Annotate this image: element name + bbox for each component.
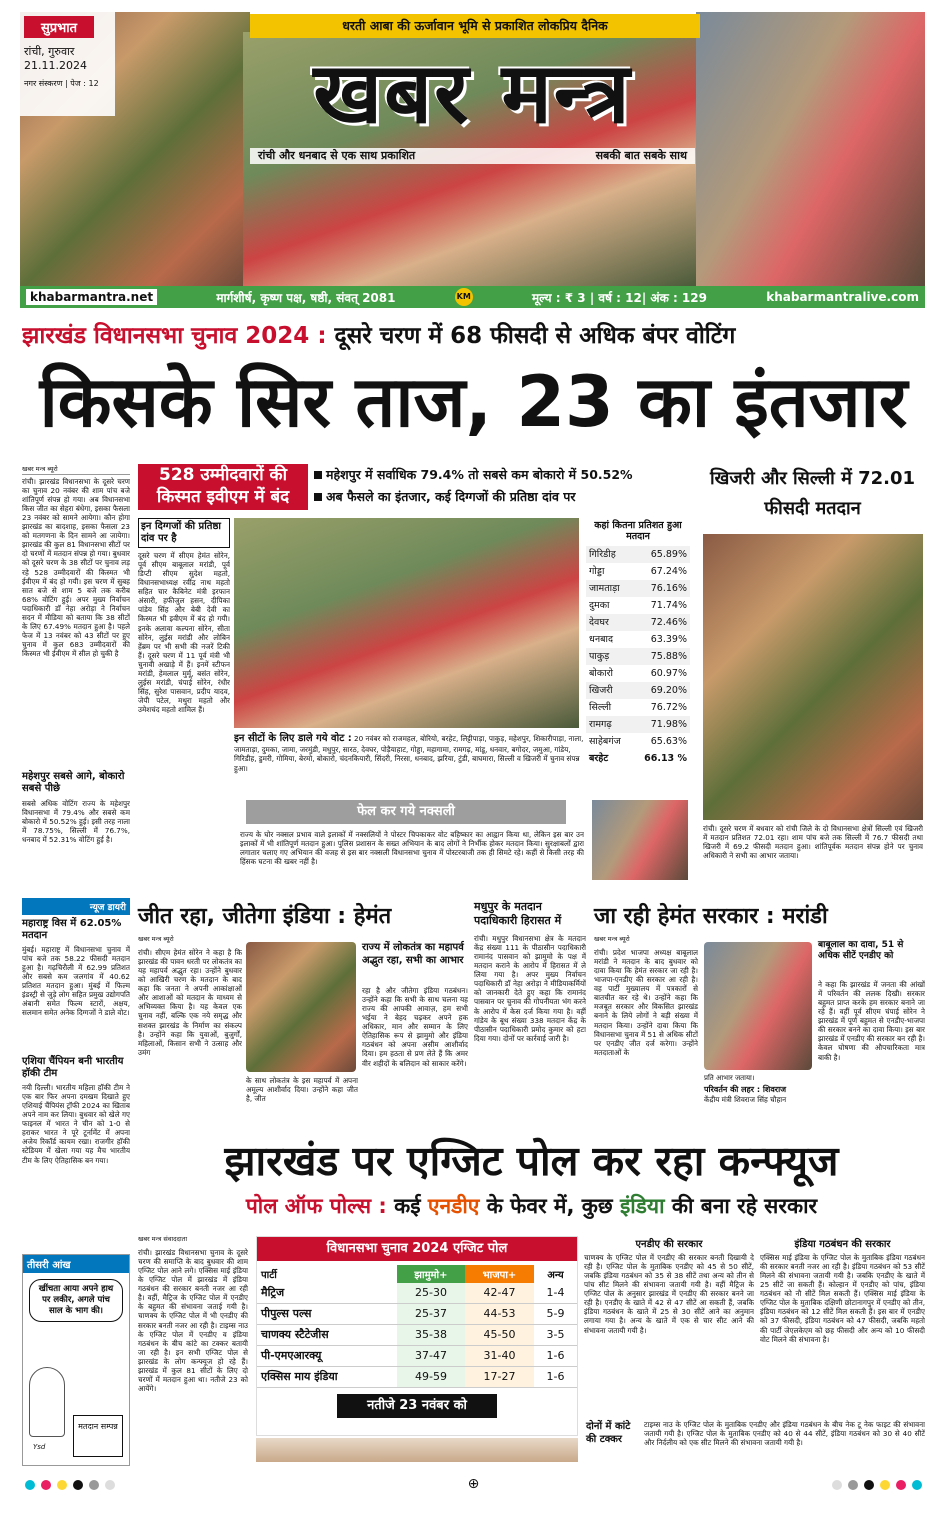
exit-table-cell: 25-37 (397, 1304, 465, 1325)
diary-text-1: मुंबई। महाराष्ट्र में विधानसभा चुनाव में पांच बजे तक 58.22 फीसदी मतदान हुआ है। गढ़चिरौली में 62.99 प्रतिशत और सबसे कम जलगांव में 40.62 प्रतिशत मतदान हुआ। मुंबई में फिल्म इंडस्ट्री से जुड़े लोग सहित प्रमुख उद्योगपति अंबानी समेत फिल्म स्टारों, अक्षय, सलमान समेत अनेक दिग्गजों ने डाले वोट। (22, 945, 130, 1018)
exit-table-cell: 3-5 (534, 1325, 577, 1346)
candidates-box (138, 464, 308, 510)
turnout-row (586, 631, 690, 648)
km-logo-icon: KM (455, 288, 473, 306)
cartoon-figure-icon (29, 1367, 65, 1437)
turnout-constituency: पाकुड़ (589, 650, 610, 662)
turnout-row (586, 614, 690, 631)
poll-of-polls: पोल ऑफ पोल्स : (245, 1194, 387, 1218)
turnout-row (586, 750, 690, 767)
turnout-row (586, 682, 690, 699)
photo-caption (234, 732, 584, 792)
website-right[interactable]: khabarmantralive.com (766, 290, 919, 304)
turnout-percent: 67.24% (650, 565, 687, 577)
naxal-text: राज्य के घोर नक्सल प्रभाव वाले इलाकों में नक्सलियों ने पोस्टर चिपकाकर वोट बहिष्कार का आह्वान किया था, लेकिन इस बार उन इलाकों में भी शांतिपूर्ण मतदान हुआ। पुलिस प्रशासन के सख्त अभियान के बाद लोगों ने निर्भीक होकर मतदान किया। सुरक्षाबलों द्वारा लगातार चलाए गए अभियान की वजह से इस बार नक्सली विधानसभा चुनाव में पोस्टरबाजी तक ही सिमटे रहे। कहीं से किसी तरह की हिंसक घटना की खबर नहीं है। (240, 830, 584, 867)
bullet-2: अब फैसले का इंतजार, कई दिग्गजों की प्रतिष्ठा दांव पर (314, 486, 694, 508)
exit-table-cell: 37-47 (397, 1346, 465, 1367)
exit-table-cell: पीपुल्स पल्स (257, 1304, 397, 1325)
title-subline (250, 148, 695, 164)
queue-photo (234, 518, 579, 728)
hemant-text: रांची। सीएम हेमंत सोरेन ने कहा है कि झारखंड की पावन धरती पर लोकतंत्र का यह महापर्व अद्भुत रहा। उन्होंने बुधवार को आखिरी चरण के मतदान के बाद कहा कि जनता ने अपनी आकांक्षाओं और आशाओं को मतदान के माध्यम से अभिव्यक्त किया है। यह केवल एक चुनाव नहीं, बल्कि एक नये समृद्ध और सशक्त झारखंड के निर्माण का संकल्प है। उन्होंने कहा कि युवाओं, बुजुर्गों, महिलाओं, किसान सभी ने उत्साह और उमंग (138, 948, 242, 1057)
exit-table-cell: 17-27 (465, 1367, 534, 1388)
caption-text: 20 नवंबर को राजमहल, बोरियो, बरहेट, लिट्टीपाड़ा, पाकुड़, महेशपुर, शिकारीपाड़ा, नाला, जामताड़ा, दुमका, जामा, जरमुंडी, मधुपुर, सारठ, देवघर, पोड़ैयाहाट, गोड्डा, महागामा, रामगढ़, मांडू, धनवार, बगोदर, जमुआ, गांडेय, गिरिडीह, डुमरी, गोमिया, बेरमो, बोकारो, चंदनकियारी, सिंदरी, निरसा, धनबाद, झरिया, टुंडी, बाघमारा, सिल्ली व खिजरी में चुनाव संपन्न हुआ। (234, 734, 584, 773)
exit-table-cell: 44-53 (465, 1304, 534, 1325)
turnout-row (586, 716, 690, 733)
exit-col-header: झामुमो+ (397, 1265, 465, 1283)
exit-table-cell: मैट्रिज (257, 1283, 397, 1304)
info-strip (20, 286, 925, 308)
candidates-line1: 528 उम्मीदवारों की (159, 465, 287, 485)
bullet-1: महेशपुर में सर्वाधिक 79.4% तो सबसे कम बोकारो में 50.52% (314, 464, 694, 486)
hemant-photo (246, 942, 356, 1072)
turnout-row (586, 580, 690, 597)
publish-cities: रांची और धनबाद से एक साथ प्रकाशित (258, 149, 416, 162)
turnout-percent: 65.63% (650, 735, 687, 747)
exit-col-header: अन्य (534, 1265, 577, 1283)
turnout-constituency: गोड्डा (589, 565, 605, 577)
exit-col-header: पार्टी (257, 1265, 397, 1283)
news-diary-label: न्यूज डायरी (22, 898, 130, 915)
sub-text-a: कई (394, 1194, 421, 1218)
turnout-percent: 71.98% (650, 718, 687, 730)
turnout-constituency: बरहेट (589, 752, 609, 764)
india-box (760, 1236, 925, 1416)
turnout-table (586, 520, 690, 782)
elderly-voter-photo (696, 12, 925, 286)
exit-col-header: भाजपा+ (465, 1265, 534, 1283)
paper-title: खबर मन्त्र (313, 44, 632, 142)
exit-table-cell: एक्सिस माय इंडिया (257, 1367, 397, 1388)
exit-table-row (257, 1304, 577, 1325)
india-title: इंडिया गठबंधन की सरकार (794, 1239, 891, 1250)
turnout-constituency: दुमका (589, 599, 610, 611)
assembly-building-illustration (256, 1438, 578, 1462)
turnout-row (586, 563, 690, 580)
exit-table-title: विधानसभा चुनाव 2024 एग्जिट पोल (257, 1237, 577, 1261)
city-day: रांची, गुरुवार (24, 45, 75, 58)
exit-headline: झारखंड पर एग्जिट पोल कर रहा कन्फ्यूज (224, 1137, 839, 1185)
masthead (20, 12, 925, 308)
madhupur-text: रांची। मधुपुर विधानसभा क्षेत्र के मतदान केंद्र संख्या 111 के पीठासीन पदाधिकारी रामानंद पासवान को झामुमो के पक्ष में मतदान कराने के आरोप में हिरासत में ले लिया गया है। अपर मुख्य निर्वाचन पदाधिकारी डॉ नेहा अरोड़ा ने मीडियाकर्मियों को जानकारी देते हुए कहा कि रामानंद पासवान पर चुनाव की गोपनीयता भंग करने के आरोप में केस दर्ज किया गया है। वहीं गांडेय के बूथ संख्या 338 मतदान केंद्र के पीठासीन पदाधिकारी प्रमोद कुमार को हटा दिया गया। दोनों पर कार्रवाई जारी है। (474, 934, 586, 1043)
mahesh-subhead: महेशपुर सबसे आगे, बोकारो सबसे पीछे (22, 770, 125, 794)
exit-poll-table (256, 1236, 578, 1436)
edition: नगर संस्करण | पेज : 12 (24, 79, 99, 88)
nda-word: एनडीए (427, 1194, 480, 1218)
kicker-black: दूसरे चरण में 68 फीसदी से अधिक बंपर वोटिंग (334, 323, 736, 349)
tie-text: टाइम्स नाउ के एग्जिट पोल के मुताबिक एनडीए और इंडिया गठबंधन के बीच नेक टू नेक फाइट की संभावना जतायी गयी है। एग्जिट पोल के मुताबिक एनडीए को 40 से 44 सीटें, इंडिया गठबंधन को 30 से 40 सीटें और निर्दलीय को एक सीट मिलने की संभावना जतायी गयी है। (644, 1420, 925, 1448)
turnout-row (586, 648, 690, 665)
madhupur-title: मधुपुर के मतदान पदाधिकारी हिरासत में (474, 900, 562, 928)
exit-table-row (257, 1325, 577, 1346)
turnout-row (586, 699, 690, 716)
main-headline: किसके सिर ताज, 23 का इंतजार (39, 361, 908, 443)
exit-poll-grid (257, 1265, 577, 1388)
tagline: धरती आबा की ऊर्जावान भूमि से प्रकाशित लोकप्रिय दैनिक (250, 14, 700, 38)
elderly-woman-photo (592, 800, 688, 880)
marandi-byline: खबर मन्त्र ब्यूरो (594, 935, 630, 943)
turnout-percent: 65.89% (650, 548, 687, 560)
naxal-title: फेल कर गये नक्सली (246, 800, 566, 824)
turnout-row (586, 733, 690, 750)
exit-subheadline (138, 1192, 925, 1222)
exit-table-cell: 5-9 (534, 1304, 577, 1325)
tie-title: दोनों में कांटे की टक्कर (586, 1421, 631, 1445)
sub-text-b: के फेवर में, कुछ (486, 1194, 613, 1218)
hemant-title: जीत रहा, जीतेगा इंडिया : हेमंत (138, 904, 392, 929)
women-voters-photo (703, 534, 923, 820)
turnout-percent: 76.16% (650, 582, 687, 594)
hemant-pull-quote: राज्य में लोकतंत्र का महापर्व अद्भुत रहा, सभी का आभार (362, 942, 464, 966)
crosshair-icon: ⊕ (467, 1476, 480, 1492)
cartoon-label: तीसरी आंख (23, 1255, 129, 1273)
khijri-title: खिजरी और सिल्ली में 72.01 फीसदी मतदान (709, 468, 916, 519)
cartoon-box (22, 1254, 130, 1466)
exit-table-cell: 35-38 (397, 1325, 465, 1346)
turnout-percent: 66.13 % (644, 752, 687, 764)
marandi-pull-quote: बाबूलाल का दावा, 51 से अधिक सीटें एनडीए को (818, 940, 904, 962)
turnout-percent: 60.97% (650, 667, 687, 679)
turnout-constituency: गिरिडीह (589, 548, 616, 560)
india-word: इंडिया (619, 1194, 665, 1218)
registration-dots-left (22, 1475, 118, 1494)
marandi-photo (704, 942, 812, 1070)
nda-title: एनडीए की सरकार (635, 1239, 703, 1250)
morning-badge: सुप्रभात (24, 16, 94, 38)
candidates-line2: किस्मत इवीएम में बंद (156, 487, 290, 507)
sub-text-c: की बना रहे सरकार (671, 1194, 818, 1218)
exit-table-cell: 1-6 (534, 1367, 577, 1388)
exit-table-cell: 49-59 (397, 1367, 465, 1388)
turnout-percent: 75.88% (650, 650, 687, 662)
lead-story-text-2: सबसे अधिक वोटिंग राज्य के महेशपुर विधानसभा में 79.4% और सबसे कम बोकारो में 50.52% हुई। इसी तरह नाला में 78.75%, सिल्ली में 76.7%, धनबाद में 52.31% वोटिंग हुई है। (22, 798, 130, 845)
exit-table-cell: 31-40 (465, 1346, 534, 1367)
lead-story-column (22, 466, 130, 886)
nda-text: चाणक्य के एग्जिट पोल में एनडीए की सरकार बनती दिखायी दे रही है। एग्जिट पोल के मुताबिक एनडीए को 45 से 50 सीटें, जबकि इंडिया गठबंधन को 35 से 38 सीटें तथा अन्य को तीन से पांच सीट मिलने की संभावना जतायी गयी है। वहीं मैट्रिज के एग्जिट पोल के अनुसार झारखंड में एनडीए की सरकार बनने जा रही है। एनडीए के खाते में 42 से 47 सीटें आ सकती हैं, जबकि इंडिया गठबंधन के खाते में 25 से 30 सीटें आने का अनुमान लगाया गया है। अन्य के खाते में एक से चार सीट आने की संभावना जतायी गयी है। (584, 1253, 754, 1335)
hemant-text-3: रहा है और जीतेगा इंडिया गठबंधन। उन्होंने कहा कि सभी के साथ चलना यह राज्य की आपकी आवाज़, हम सभी भईया ने बेहद चढ़कर अपने हक अधिकार, मान और सम्मान के लिए ऐतिहासिक रूप से झामुमो और इंडिया गठबंधन को अपना असीम आशीर्वाद दिया। हम हठता से प्रण लेते हैं कि अमर वीर शहीदों के बलिदान को साकार करेंगे। (362, 986, 468, 1068)
diary-headline-1: महाराष्ट्र विस में 62.05% मतदान (22, 918, 122, 941)
nda-box (584, 1236, 754, 1416)
turnout-rows (586, 546, 690, 767)
exit-table-header (257, 1265, 577, 1283)
issue-date: 21.11.2024 (24, 59, 87, 72)
turnout-constituency: बोकारो (589, 667, 613, 679)
exit-byline: खबर मन्त्र संवाददाता (138, 1235, 188, 1243)
registration-dots-right (829, 1475, 925, 1494)
turnout-percent: 63.39% (650, 633, 687, 645)
big-names-title: इन दिग्गजों की प्रतिष्ठा दांव पर है (138, 518, 230, 548)
news-diary (22, 898, 130, 1242)
big-names-box (138, 518, 230, 888)
exit-table-row (257, 1283, 577, 1304)
exit-table-row (257, 1367, 577, 1388)
exit-text: रांची। झारखंड विधानसभा चुनाव के दूसरे चरण की समाप्ति के बाद बुधवार की शाम एग्जिट पोल आने लगे। एक्सिस माई इंडिया के एग्जिट पोल में झारखंड में इंडिया गठबंधन की सरकार बनती नजर आ रही है। वहीं, मैट्रिज के एग्जिट पोल में एनडीए के बहुमत की संभावना जताई गयी है। चाणक्य के एग्जिट पोल में भी एनडीए की सरकार बनती नजर आ रही है। टाइम्स नाउ के एग्जिट पोल में एनडीए व इंडिया गठबंधन के बीच कांटे का टक्कर बतायी जा रही है। इन सभी एग्जिट पोल से झारखंड के लोग कन्फ्यूज हो रहे हैं। झारखंड में कुल 81 सीटों के लिए दो चरणों में मतदान हुआ था। नतीजे 23 को आयेंगे। (138, 1248, 248, 1393)
turnout-constituency: धनबाद (589, 633, 614, 645)
turnout-row (586, 665, 690, 682)
dateline-box (20, 12, 115, 116)
result-date: नतीजे 23 नवंबर को (337, 1394, 497, 1418)
turnout-constituency: खिजरी (589, 684, 613, 696)
turnout-constituency: देवघर (589, 616, 609, 628)
website-left[interactable]: khabarmantra.net (26, 289, 157, 305)
turnout-percent: 71.74% (650, 599, 687, 611)
exit-table-row (257, 1346, 577, 1367)
turnout-row (586, 546, 690, 563)
exit-table-cell: 25-30 (397, 1283, 465, 1304)
khijri-text: रांची। दूसरे चरण में बधवार को रांची जिले के दो विधानसभा क्षेत्रों सिल्ली एवं खिजरी में मतदान प्रतिशत 72.01 रहा। शाम पांच बजे तक सिल्ली में 76.7 फीसदी तथा खिजरी में 69.2 फीसदी मतदान हुआ। शांतिपूर्वक मतदान संपन्न होने पर चुनाव अधिकारी ने सभी का आभार जताया। (703, 824, 923, 861)
exit-table-cell: 42-47 (465, 1283, 534, 1304)
marandi-title: जा रही हेमंत सरकार : मरांडी (594, 904, 828, 929)
motto: सबकी बात सबके साथ (595, 149, 687, 162)
cartoon-board: मतदान सम्पन्न (73, 1415, 123, 1457)
shivraj-caption: केंद्रीय मंत्री शिवराज सिंह चौहान (704, 1095, 787, 1104)
marandi-text-2: ने कहा कि झारखंड में जनता की आंखों में परिवर्तन की ललक दिखी। सरकार बहुमत प्राप्त करके हम सरकार बनाने जा रहे हैं। वहीं पूर्व सीएम चंपाई सोरेन ने झारखंड में पूर्ण बहुमत से एनडीए-भाजपा की सरकार बनने का दावा किया। इस बार झारखंड में एनडीए की सरकार बन रही है। केवल घोषणा की औपचारिकता मात्र बाकी है। (818, 980, 925, 1062)
byline: खबर मन्त्र ब्यूरो (22, 466, 130, 475)
exit-table-cell: 1-6 (534, 1346, 577, 1367)
turnout-constituency: साहेबगंज (589, 735, 621, 747)
turnout-percent: 69.20% (650, 684, 687, 696)
diary-text-2: नयी दिल्ली। भारतीय महिला हॉकी टीम ने एक बार फिर अपना दमखम दिखाते हुए एशियाई चैंपियंस ट्रॉफी 2024 का खिताब अपने नाम कर लिया। बुधवार को खेले गए फाइनल में भारत ने चीन को 1-0 से हराकर भारत ने पूरे टूर्नामेंट में अपना अजेय रिकॉर्ड कायम रखा। राजगीर हॉकी स्टेडियम में खेला गया यह मैच भारतीय टीम के लिए ऐतिहासिक बन गया। (22, 1083, 130, 1165)
cartoon-bubble: खींचता आया अपने हाथ पर लकीर, अगले पांच साल के भाग की। (29, 1279, 123, 1322)
highlight-bullets (314, 464, 694, 510)
turnout-constituency: जामताड़ा (589, 582, 620, 594)
diary-headline-2: एशिया चैंपियन बनी भारतीय हॉकी टीम (22, 1056, 124, 1079)
color-registration-strip (22, 1476, 925, 1492)
exit-table-cell: पी-एमएआरक्यू (257, 1346, 397, 1367)
marandi-prev-label: प्रति आभार जताया। (704, 1074, 755, 1082)
big-names-text: दूसरे चरण में सीएम हेमंत सोरेन, पूर्व सीएम बाबूलाल मरांडी, पूर्व डिप्टी सीएम सुदेश महतो, विधानसभाध्यक्ष रवींद्र नाथ महतो सहित चार कैबिनेट मंत्री इरफान अंसारी, हफीजुल हसन, दीपिका पांडेय सिंह और बेबी देवी का किस्मत भी इवीएम में बंद हो गयी। इनके अलावा कल्पना सोरेन, सीता सोरेन, लुईस मरांडी और लोबिन हेंब्रम पर भी सभी की नजरें टिकी हैं। दूसरे चरण में 11 पूर्व मंत्री भी चुनावी अखाड़े में हैं। इनमें स्टीफन मरांडी, हेमलाल मुर्मू, बसंत सोरेन, लुईस मरांडी, चंपाई सोरेन, रंधीर सिंह, सुरेश पासवान, प्रदीप यादव, जेपी पटेल, मथुरा महतो और उमेशचंद महतो शामिल हैं। (138, 551, 230, 715)
hemant-text-2: के साथ लोकतंत्र के इस महापर्व में अपना अमूल्य आशीर्वाद दिया। उन्होंने कहा जीत है, जीत (246, 1076, 358, 1104)
hemant-byline: खबर मन्त्र ब्यूरो (138, 935, 174, 943)
turnout-percent: 72.46% (650, 616, 687, 628)
marandi-text: रांची। प्रदेश भाजपा अध्यक्ष बाबूलाल मरांडी ने मतदान के बाद बुधवार को दावा किया कि हेमंत सरकार जा रही है। भाजपा-एनडीए की सरकार आ रही है। वह पार्टी मुख्यालय में पत्रकारों से बातचीत कर रहे थे। उन्होंने कहा कि मजबूत सरकार और विकसित झारखंड बनाने के लिये लोगों ने बड़ी संख्या में मतदान किया। उन्होंने दावा किया कि विधानसभा चुनाव में 51 से अधिक सीटों पर एनडीए जीत दर्ज करेगा। उन्होंने मतदाताओं के (594, 948, 698, 1057)
lead-story-text: रांची। झारखंड विधानसभा के दूसरे चरण का चुनाव 20 नवंबर की शाम पांच बजे शांतिपूर्ण संपन्न हो गया। अब विधानसभा किस जीत का सेहरा बंधेगा, इसका फैसला 23 नवंबर को सामने आयेगा। कौन होगा झारखंड का बादशाह, इसका फैसला 23 को मतगणना के दिन सामने आ जायेगा। झारखंड की कुल 81 विधानसभा सीटों पर दो चरणों में मतदान संपन्न हो गया। बुधवार को दूसरे चरण के 38 सीटों पर चुनाव लड़ रहे 528 उम्मीदवारों की किस्मत भी ईवीएम में बंद हो गयी। इस चरण में सुबह सात बजे से शाम 5 बजे तक करीब 68% वोटिंग हुई। अपर मुख्य निर्वाचन पदाधिकारी डॉ नेहा अरोड़ा ने निर्वाचन सदन में मीडिया को बताया कि 38 सीटों के लिए 67.49% मतदान हुआ है। पहले फेज में 13 नवंबर को 43 सीटों पर हुए चुनाव में कुल 683 उम्मीदवारों की किस्मत भी ईवीएम में सील हो चुकी है (22, 476, 130, 659)
shivraj-caption-bold: परिवर्तन की लहर : शिवराज (704, 1085, 787, 1094)
exit-table-cell: चाणक्य स्टैटेजीस (257, 1325, 397, 1346)
india-text: एक्सिस माई इंडिया के एग्जिट पोल के मुताबिक इंडिया गठबंधन की सरकार बनती नजर आ रही है। इंडिया गठबंधन को 53 सीटें मिलने की संभावना जतायी गयी है। जबकि एनडीए के खाते में 25 सीटें जा सकती हैं। कोल्हान में एनडीए को पांच, इंडिया गठबंधन को नौ सीटें मिल सकती हैं। एक्सिस माई इंडिया के एग्जिट पोल के मुताबिक दक्षिणी छोटानागपुर में एनडीए को तीन, इंडिया गठबंधन को 12 सीटें मिल सकती हैं। इस बार में एनडीए को 37 फीसदी, इंडिया गठबंधन को 47 फीसदी, जबकि महतो की पार्टी जेएलकेएम को छह फीसदी और अन्य को 10 फीसदी वोट मिलने की संभावना है। (760, 1253, 925, 1344)
turnout-constituency: रामगढ़ (589, 718, 612, 730)
turnout-percent: 76.72% (650, 701, 687, 713)
kicker-red: झारखंड विधानसभा चुनाव 2024 : (22, 323, 327, 349)
turnout-title: कहां कितना प्रतिशत हुआ मतदान (594, 520, 682, 543)
caption-bold: इन सीटों के लिए डाले गये वोट : (234, 733, 352, 744)
exit-table-cell: 1-4 (534, 1283, 577, 1304)
price-volume: मूल्य : ₹ 3 | वर्ष : 12| अंक : 129 (531, 290, 707, 305)
cartoon-signature: Ysd (33, 1443, 46, 1451)
turnout-row (586, 597, 690, 614)
kicker (22, 318, 925, 352)
turnout-constituency: सिल्ली (589, 701, 612, 713)
panchang: मार्गशीर्ष, कृष्ण पक्ष, षष्ठी, संवत् 2081 (216, 290, 396, 305)
exit-table-cell: 45-50 (465, 1325, 534, 1346)
